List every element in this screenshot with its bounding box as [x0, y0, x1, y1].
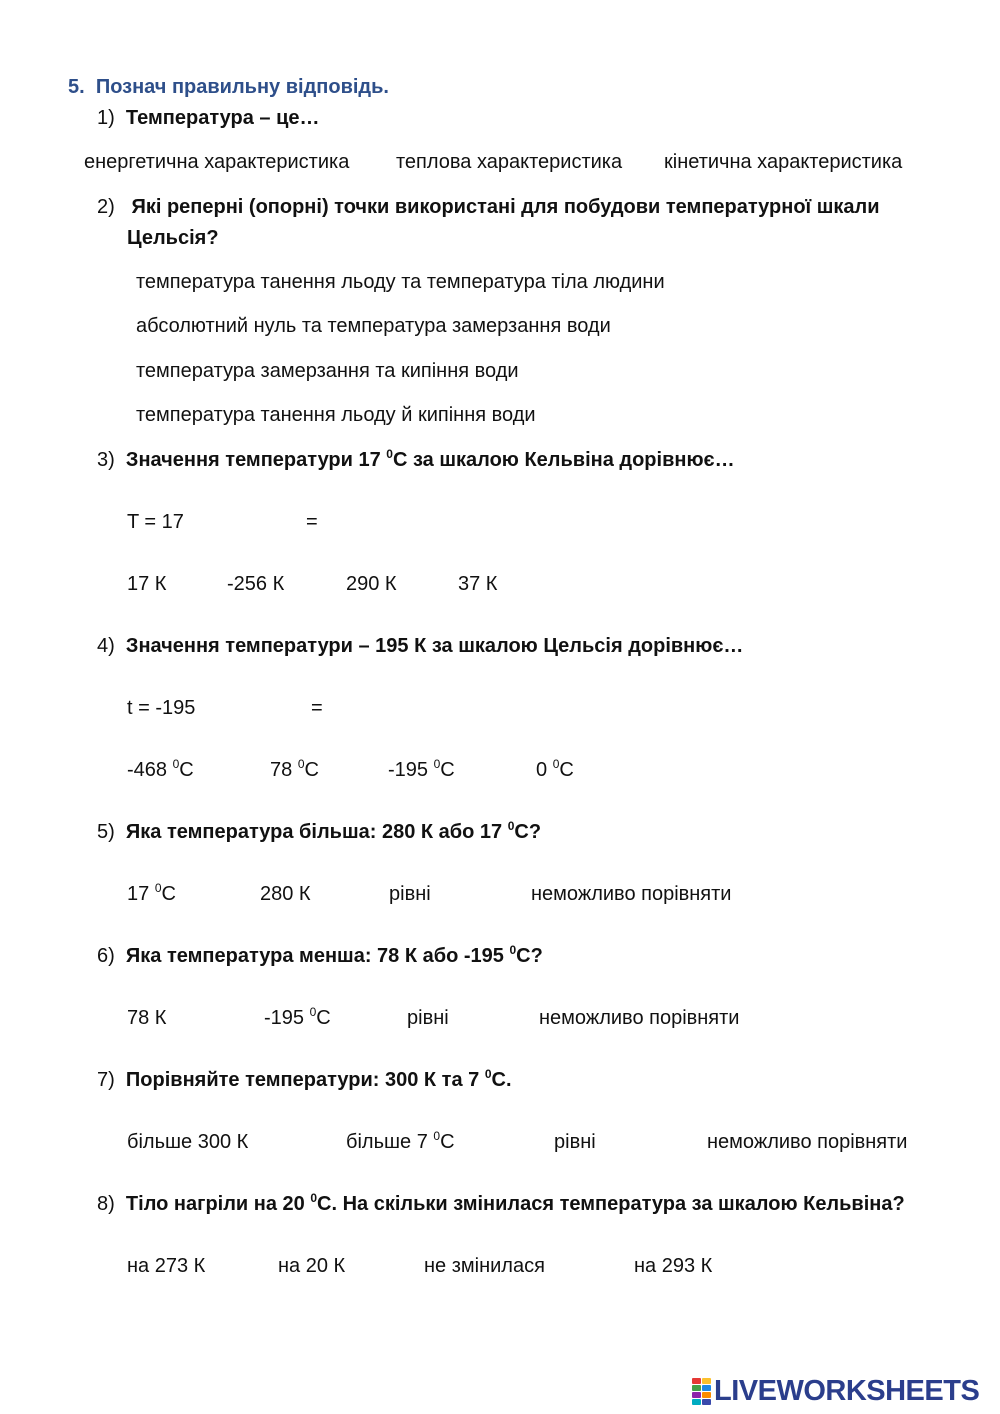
question-number: 6) — [97, 945, 115, 967]
q4-formula-input[interactable] — [210, 694, 300, 720]
logo-square — [692, 1385, 701, 1391]
q3-option-2[interactable]: -256 К — [227, 573, 285, 595]
q8-option-1[interactable]: на 273 К — [127, 1255, 206, 1277]
section-title — [68, 77, 389, 97]
q8-option-3[interactable]: не змінилася — [424, 1255, 545, 1277]
q5-option-1[interactable]: 17 $^0$С — [127, 881, 176, 905]
question-text-line1: Які реперні (опорні) точки використані для побудови температурної шкали — [131, 196, 880, 218]
logo-square — [702, 1392, 711, 1398]
section-title-text: Познач правильну відповідь. — [95, 76, 389, 98]
q3-formula-equals: = — [306, 511, 318, 533]
logo-square — [692, 1399, 701, 1405]
q1-option-3[interactable]: кінетична характеристика — [664, 151, 903, 173]
q3-option-1[interactable]: 17 К — [127, 573, 167, 595]
q2-option-1[interactable]: температура танення льоду та температура тіла людини — [136, 271, 665, 293]
question-8 — [97, 1191, 905, 1215]
q3-formula-left: T = 17 — [127, 511, 184, 533]
q1-option-2[interactable]: теплова характеристика — [396, 151, 623, 173]
q8-option-4[interactable]: на 293 К — [634, 1255, 713, 1277]
question-3 — [97, 447, 735, 471]
q4-formula-equals: = — [311, 697, 323, 719]
q1-option-1[interactable]: енергетична характеристика — [84, 151, 350, 173]
q6-option-2[interactable]: -195 $^0$С — [264, 1005, 331, 1029]
q4-option-2[interactable]: 78 $^0$С — [270, 757, 319, 781]
question-number: 3) — [97, 449, 115, 471]
logo-square — [692, 1378, 701, 1384]
q2-option-3[interactable]: температура замерзання та кипіння води — [136, 360, 519, 382]
q5-option-4[interactable]: неможливо порівняти — [531, 883, 732, 905]
question-number: 4) — [97, 635, 115, 657]
q7-option-4[interactable]: неможливо порівняти — [707, 1131, 908, 1153]
logo-square — [702, 1385, 711, 1391]
q7-option-2[interactable]: більше 7 $^0$С — [346, 1129, 455, 1153]
question-5 — [97, 819, 542, 843]
liveworksheets-logo-icon — [692, 1378, 710, 1404]
question-number: 2) — [97, 196, 115, 218]
q5-option-3[interactable]: рівні — [389, 883, 431, 905]
question-text: Тіло нагріли на 20 $^0$С. На скільки змінилася температура за шкалою Кельвіна? — [125, 1191, 905, 1215]
q4-answer-input[interactable] — [335, 694, 455, 720]
question-text: Значення температури 17 $^0$С за шкалою Кельвіна дорівнює… — [125, 447, 735, 471]
logo-square — [692, 1392, 701, 1398]
q3-option-4[interactable]: 37 К — [458, 573, 498, 595]
question-text: Температура – це… — [125, 107, 320, 129]
question-6 — [97, 943, 543, 967]
q4-formula-left: t = -195 — [127, 697, 196, 719]
question-7 — [97, 1067, 512, 1091]
q4-option-1[interactable]: -468 $^0$С — [127, 757, 194, 781]
q6-option-4[interactable]: неможливо порівняти — [539, 1007, 740, 1029]
q7-option-1[interactable]: більше 300 К — [127, 1131, 249, 1153]
q6-option-3[interactable]: рівні — [407, 1007, 449, 1029]
q4-option-3[interactable]: -195 $^0$С — [388, 757, 455, 781]
section-number: 5. — [68, 76, 85, 98]
q3-formula-input[interactable] — [190, 508, 290, 534]
q6-option-1[interactable]: 78 К — [127, 1007, 167, 1029]
question-2 — [97, 197, 880, 217]
question-text: Значення температури – 195 К за шкалою Цельсія дорівнює… — [125, 635, 744, 657]
q7-option-3[interactable]: рівні — [554, 1131, 596, 1153]
q2-option-2[interactable]: абсолютний нуль та температура замерзання води — [136, 315, 611, 337]
liveworksheets-logo-text: LIVEWORKSHEETS — [714, 1374, 980, 1407]
q2-option-4[interactable]: температура танення льоду й кипіння води — [136, 404, 536, 426]
question-text-line2: Цельсія? — [127, 227, 219, 249]
question-number: 1) — [97, 107, 115, 129]
question-text: Яка температура більша: 280 К або 17 $^0$С? — [125, 819, 542, 843]
question-1 — [97, 108, 320, 128]
q8-option-2[interactable]: на 20 К — [278, 1255, 346, 1277]
logo-square — [702, 1378, 711, 1384]
question-text: Яка температура менша: 78 К або -195 $^0$С? — [125, 943, 543, 967]
question-text: Порівняйте температури: 300 К та 7 $^0$С. — [125, 1067, 512, 1091]
liveworksheets-logo — [692, 1376, 979, 1406]
question-number: 7) — [97, 1069, 115, 1091]
q3-option-3[interactable]: 290 К — [346, 573, 397, 595]
logo-square — [702, 1399, 711, 1405]
q5-option-2[interactable]: 280 К — [260, 883, 311, 905]
q3-answer-input[interactable] — [330, 508, 450, 534]
q4-option-4[interactable]: 0 $^0$С — [536, 757, 574, 781]
question-number: 8) — [97, 1193, 115, 1215]
question-4 — [97, 636, 743, 656]
question-number: 5) — [97, 821, 115, 843]
